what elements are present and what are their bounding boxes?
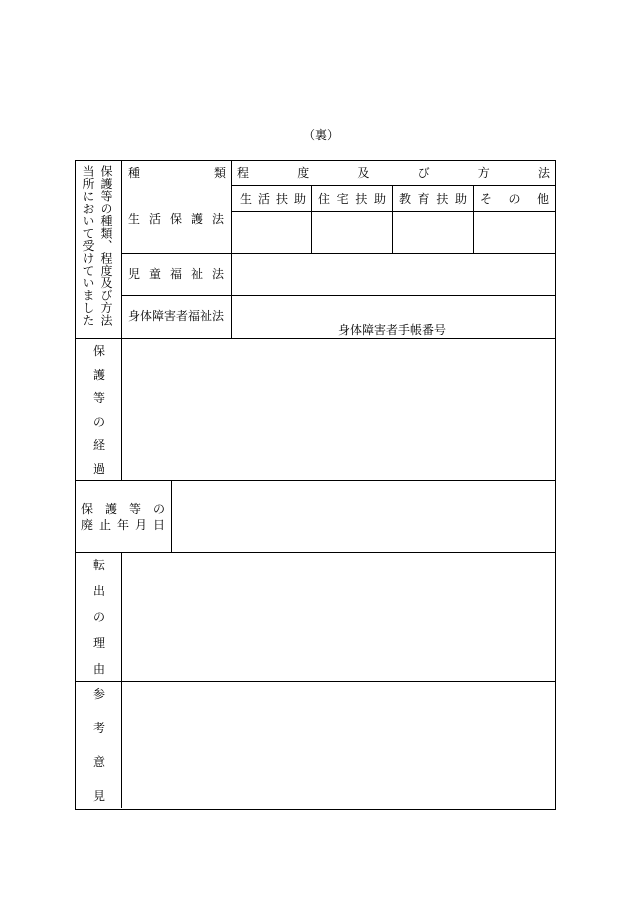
disabled-handbook-number-label: 身体障害者手帳番号 xyxy=(338,323,447,337)
cell-transfer-reason[interactable] xyxy=(122,553,554,681)
sh2-c4: 助 xyxy=(373,192,386,206)
col-line-side xyxy=(121,160,122,338)
ro-c1: 参 xyxy=(92,687,105,701)
row-disabled-welfare-law: 身体障害者福祉法 xyxy=(128,309,225,323)
r1-c4: 護 xyxy=(190,212,203,226)
row-livelihood-protection-law xyxy=(128,213,224,225)
ph-c2: 護 xyxy=(92,367,105,382)
page-title: （裏） xyxy=(303,128,340,142)
ph-c5: 経 xyxy=(92,438,105,453)
tr-c5: 由 xyxy=(92,662,105,676)
sh3-c4: 助 xyxy=(454,192,467,206)
tr-c2: 出 xyxy=(92,584,105,598)
ab1-c4: の xyxy=(152,502,165,516)
cell-livelihood-aid[interactable] xyxy=(232,212,311,253)
ph-c6: 過 xyxy=(92,461,105,476)
section-protection-history-label xyxy=(91,345,107,475)
sh2-c3: 扶 xyxy=(355,192,368,206)
cell-abolition-date[interactable] xyxy=(172,481,554,552)
r2-c5: 法 xyxy=(211,267,224,281)
r1-c1: 生 xyxy=(128,212,141,226)
ab2-c5: 日 xyxy=(152,518,165,532)
ph-c3: 等 xyxy=(92,391,105,406)
side-label-kind-method: 保護等の種類、程度及び方法 xyxy=(99,165,113,327)
sh2-c1: 住 xyxy=(318,192,331,206)
header-dm-char-1: 程 xyxy=(237,166,250,180)
sh4-c2: の xyxy=(508,192,521,206)
sh3-c3: 扶 xyxy=(436,192,449,206)
ph-c4: の xyxy=(92,414,105,429)
header-dm-char-2: 度 xyxy=(297,166,310,180)
cell-education-aid[interactable] xyxy=(393,212,473,253)
tr-c4: 理 xyxy=(92,636,105,650)
sh1-c3: 扶 xyxy=(275,192,288,206)
subheader-livelihood-aid xyxy=(240,193,306,205)
ab1-c2: 護 xyxy=(104,502,117,516)
r1-c2: 活 xyxy=(148,212,161,226)
sh2-c2: 宅 xyxy=(336,192,349,206)
subheader-education-aid xyxy=(399,193,467,205)
header-dm-char-5: 方 xyxy=(477,166,490,180)
sh1-c4: 助 xyxy=(293,192,306,206)
section-abolition-line1 xyxy=(81,503,165,515)
ro-c2: 考 xyxy=(92,721,105,735)
ab1-c3: 等 xyxy=(128,502,141,516)
ro-c4: 見 xyxy=(92,789,105,803)
side-label-received-here: 当所において受けていました xyxy=(81,165,95,327)
header-kind-char-2: 類 xyxy=(213,166,226,180)
sh1-c1: 生 xyxy=(240,192,253,206)
r2-c3: 福 xyxy=(169,267,182,281)
row-child-welfare-law xyxy=(128,268,224,280)
r1-c5: 法 xyxy=(211,212,224,226)
header-dm-char-6: 法 xyxy=(537,166,550,180)
subheader-housing-aid xyxy=(318,193,386,205)
r2-c4: 祉 xyxy=(190,267,203,281)
ab2-c1: 廃 xyxy=(81,518,94,532)
tr-c3: の xyxy=(92,610,105,624)
ab2-c3: 年 xyxy=(116,518,129,532)
sh4-c3: 他 xyxy=(536,192,549,206)
header-kind-char-1: 種 xyxy=(128,166,141,180)
section-abolition-line2 xyxy=(81,519,165,531)
cell-reference-opinion[interactable] xyxy=(122,682,554,808)
cell-disabled-welfare[interactable] xyxy=(232,296,554,322)
sh4-c1: そ xyxy=(480,192,493,206)
cell-other-aid[interactable] xyxy=(474,212,554,253)
header-degree-method-label xyxy=(237,167,550,179)
header-dm-char-4: び xyxy=(417,166,430,180)
ph-c1: 保 xyxy=(92,344,105,358)
cell-child-welfare[interactable] xyxy=(232,254,554,295)
ab1-c1: 保 xyxy=(81,502,94,516)
sh1-c2: 活 xyxy=(257,192,270,206)
tr-c1: 転 xyxy=(92,558,105,572)
r2-c2: 童 xyxy=(148,267,161,281)
r1-c3: 保 xyxy=(169,212,182,226)
cell-protection-history[interactable] xyxy=(122,339,554,480)
sh3-c1: 教 xyxy=(399,192,412,206)
ab2-c2: 止 xyxy=(98,518,111,532)
r2-c1: 児 xyxy=(128,267,141,281)
header-kind-label xyxy=(128,167,226,179)
cell-housing-aid[interactable] xyxy=(312,212,392,253)
ro-c3: 意 xyxy=(92,755,105,769)
sh3-c2: 育 xyxy=(417,192,430,206)
subheader-other xyxy=(480,193,549,205)
row-line-header xyxy=(231,185,555,186)
section-reference-opinion-label xyxy=(91,688,107,802)
ab2-c4: 月 xyxy=(134,518,147,532)
section-transfer-reason-label xyxy=(91,559,107,675)
header-dm-char-3: 及 xyxy=(357,166,370,180)
